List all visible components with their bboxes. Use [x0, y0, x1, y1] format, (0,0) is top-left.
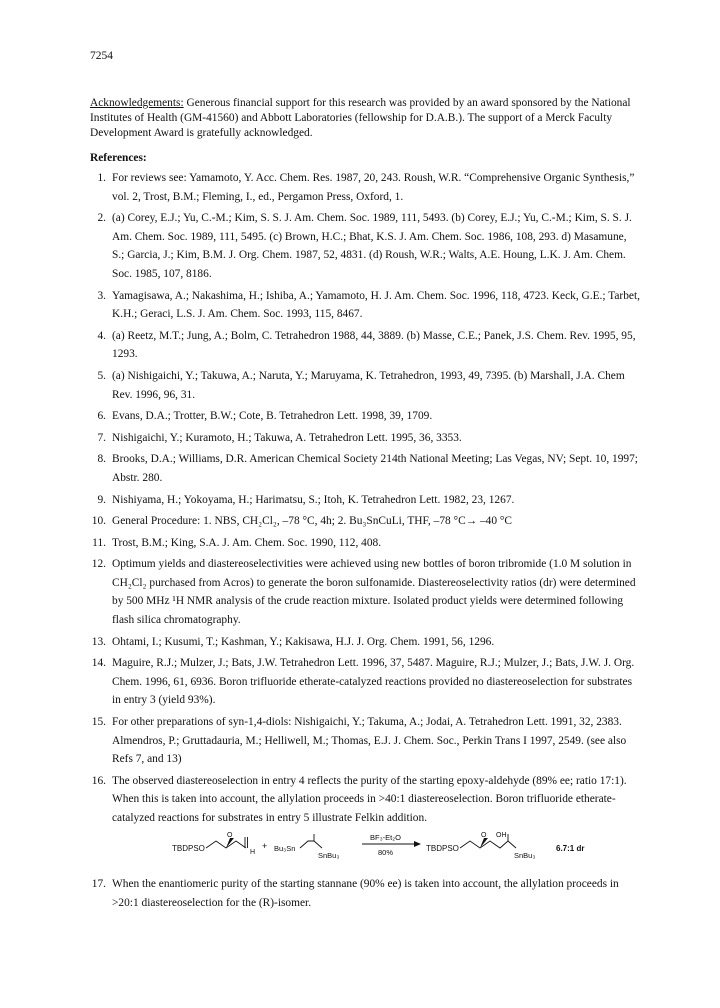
reference-text: Optimum yields and diastereoselectivities were achieved using new bottles of boron tribromide (1.0 M solution in CH₂Cl₂ purchased from Acros) to generate the boron sulfonamide. Diastereoselectivity ratios (dr) were determined by 500 MHz ¹H NMR analysis of the crude reaction mixture. Isolated product yields were determined following flash silica chromatography.: [112, 558, 636, 627]
reference-number: 17.: [91, 878, 106, 891]
arrow-head: [414, 841, 421, 847]
reference-item: [90, 772, 640, 872]
reference-item: [90, 287, 640, 324]
reference-text: Maguire, R.J.; Mulzer, J.; Bats, J.W. Tetrahedron Lett. 1996, 37, 5487. Maguire, R.J.; Mulzer, J.; Bats, J.W. J. Org. Chem. 1996, 61, 6936. Boron trifluoride etherate-catalyzed reactions provided no diastereoselection for substrates in entry 3 (yield 93%).: [112, 657, 635, 707]
reference-number: 13.: [91, 635, 106, 648]
reference-number: 5.: [97, 369, 106, 382]
scheme-product-snbu3: SnBu₃: [514, 850, 536, 860]
reference-item: [90, 450, 640, 487]
reference-number: 10.: [91, 515, 106, 528]
page-number: 7254: [90, 50, 113, 62]
reference-text: For reviews see: Yamamoto, Y. Acc. Chem. Res. 1987, 20, 243. Roush, W.R. “Comprehensive Organic Synthesis,” vol. 2, Trost, B.M.; Fleming, I., ed., Pergamon Press, Oxford, 1.: [112, 172, 635, 203]
scheme-reagent: BF₃-Et₂O: [370, 832, 401, 842]
reference-text: General Procedure: 1. NBS, CH₂Cl₂, –78 °C, 4h; 2. Bu₃SnCuLi, THF, –78 °C→ –40 °C: [112, 515, 513, 528]
stannane-chain: [300, 841, 314, 848]
reference-number: 14.: [91, 657, 106, 670]
product-chain: [460, 841, 516, 848]
scheme-stannane-left: Bu₃Sn: [274, 843, 296, 853]
reference-item: [90, 633, 640, 652]
reference-number: 3.: [97, 289, 106, 302]
reference-number: 1.: [97, 172, 106, 184]
reference-text: Nishiyama, H.; Yokoyama, H.; Harimatsu, S.; Itoh, K. Tetrahedron Lett. 1982, 23, 1267.: [112, 493, 515, 506]
scheme-yield: 80%: [378, 847, 394, 857]
scheme-plus: +: [262, 840, 268, 851]
reference-item: [90, 169, 640, 206]
reference-item: [90, 534, 640, 553]
reference-number: 15.: [91, 716, 106, 729]
scheme-dr: 6.7:1 dr: [556, 843, 585, 853]
reference-text: When the enantiomeric purity of the starting stannane (90% ee) is taken into account, the allylation proceeds in >20:1 diastereoselection for the (R)-isomer.: [112, 878, 619, 909]
reference-text: Evans, D.A.; Trotter, B.W.; Cote, B. Tetrahedron Lett. 1998, 39, 1709.: [112, 410, 433, 423]
reference-number: 11.: [92, 536, 106, 549]
reference-item: [90, 367, 640, 404]
epoxide-oxygen: O: [227, 831, 233, 839]
stannane-chain-2: [314, 841, 322, 848]
aldehyde-chain: [206, 841, 246, 848]
reference-number: 4.: [97, 329, 106, 342]
scheme-reactant-group: TBDPSO: [172, 843, 205, 853]
reference-number: 7.: [97, 431, 106, 444]
references-list: [90, 169, 640, 912]
references-heading: References:: [90, 152, 147, 164]
reference-item: [90, 491, 640, 510]
reference-text: (a) Reetz, M.T.; Jung, A.; Bolm, C. Tetrahedron 1988, 44, 3889. (b) Masse, C.E.; Panek, J.S. Chem. Rev. 1995, 95, 1293.: [112, 329, 636, 361]
reference-number: 8.: [97, 453, 106, 466]
product-epoxide-oxygen: O: [481, 831, 487, 839]
scheme-stannane-right: SnBu₃: [318, 850, 340, 860]
reference-item: [90, 209, 640, 283]
reference-item: [90, 327, 640, 364]
reference-item: [90, 555, 640, 629]
reference-item: [90, 512, 640, 531]
reference-text: Yamagisawa, A.; Nakashima, H.; Ishiba, A.; Yamamoto, H. J. Am. Chem. Soc. 1996, 118, 4723. Keck, G.E.; Tarbet, K.H.; Geraci, L.S. J. Am. Chem. Soc. 1993, 115, 8467.: [112, 289, 640, 321]
reference-item: [90, 875, 640, 912]
product-hydroxyl: OH: [496, 831, 507, 839]
reference-item: [90, 654, 640, 710]
reference-number: 16.: [91, 774, 106, 787]
reference-text: Ohtami, I.; Kusumi, T.; Kashman, Y.; Kakisawa, H.J. J. Org. Chem. 1991, 56, 1296.: [112, 635, 495, 648]
reference-text: For other preparations of syn-1,4-diols: Nishigaichi, Y.; Takuma, A.; Jodai, A. Tetrahedron Lett. 1991, 32, 2383. Almendros, P.; Gruttadauria, M.; Helliwell, M.; Thomas, E.J. J. Chem. Soc., Perkin Trans I 1997, 2549. (see also Refs 7, and 13): [112, 716, 627, 766]
page-content: [90, 96, 640, 915]
reference-text: Nishigaichi, Y.; Kuramoto, H.; Takuwa, A. Tetrahedron Lett. 1995, 36, 3353.: [112, 431, 462, 444]
reaction-scheme: [134, 830, 654, 860]
reference-text: Trost, B.M.; King, S.A. J. Am. Chem. Soc. 1990, 112, 408.: [112, 536, 382, 549]
reference-text: (a) Corey, E.J.; Yu, C.-M.; Kim, S. S. J. Am. Chem. Soc. 1989, 111, 5493. (b) Corey, E.J.; Yu, C.-M.; Kim, S. S. J. Am. Chem. Soc. 1989, 111, 5495. (c) Brown, H.C.; Bhat, K.S. J. Am. Chem. Soc. 1986, 108, 293. d) Masamune, S.; Garcia, J.; Kim, B.M. J. Org. Chem. 1987, 52, 4831. (d) Roush, W.R.; Walts, A.E. Houng, L.K. J. Am. Chem. Soc. 1985, 107, 8186.: [112, 212, 632, 280]
acknowledgements-heading: Acknowledgements:: [90, 97, 184, 109]
reference-item: [90, 713, 640, 769]
reference-text: The observed diastereoselection in entry 4 reflects the purity of the starting epoxy-aldehyde (89% ee; ratio 17:1). When this is taken into account, the allylation proceeds in >40:1 diastereoselection. Boron trifluoride etherate-catalyzed reactions for substrates in entry 5 illustrate Felkin addition.: [112, 774, 627, 824]
reference-number: 6.: [97, 410, 106, 423]
reference-text: Brooks, D.A.; Williams, D.R. American Chemical Society 214th National Meeting; Las Vegas, NV; Sept. 10, 1997; Abstr. 280.: [112, 453, 638, 484]
reference-number: 2.: [97, 212, 106, 225]
reference-item: [90, 429, 640, 448]
reference-number: 9.: [97, 493, 106, 506]
acknowledgements: [90, 96, 640, 141]
scheme-product-group: TBDPSO: [426, 843, 459, 853]
acknowledgements-body: Generous financial support for this research was provided by an award sponsored by the National Institutes of Health (GM-41560) and Abbott Laboratories (fellowship for D.A.B.). The support of a Merck Faculty Development Award is gratefully acknowledged.: [90, 97, 631, 139]
reference-text: (a) Nishigaichi, Y.; Takuwa, A.; Naruta, Y.; Maruyama, K. Tetrahedron, 1993, 49, 7395. (b) Marshall, J.A. Chem Rev. 1996, 96, 31.: [112, 369, 625, 401]
aldehyde-hydrogen: H: [250, 848, 256, 856]
reference-number: 12.: [91, 558, 106, 571]
reference-item: [90, 407, 640, 426]
